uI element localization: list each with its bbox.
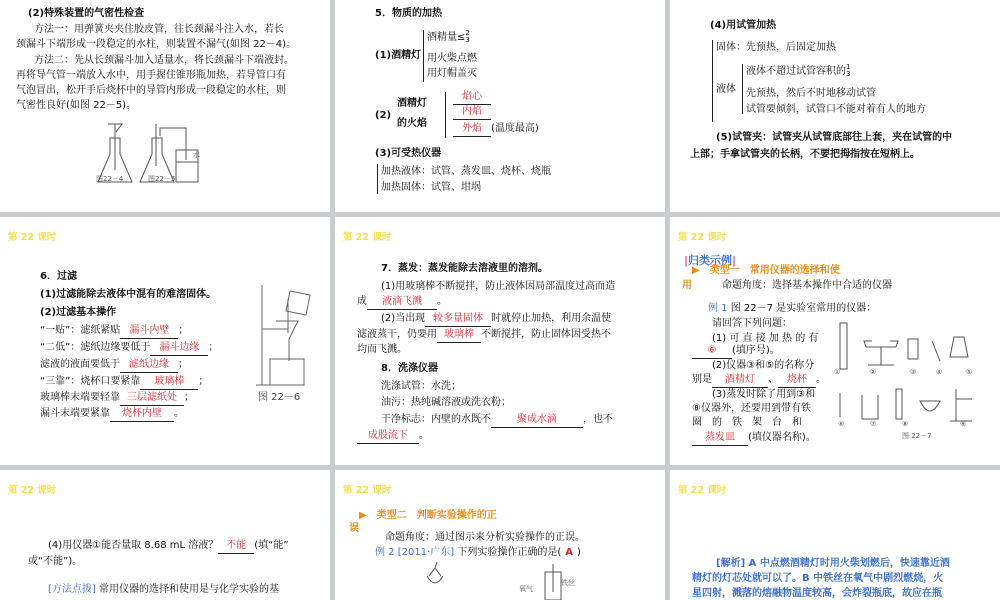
fill-blank-line: ⑥ (填序号)。 bbox=[692, 343, 780, 359]
text-line: 请回答下列问题： bbox=[712, 318, 792, 329]
text-line: 命题角度：通过图示来分析实验操作的正误。 bbox=[385, 532, 585, 543]
type-heading: 用 bbox=[682, 280, 692, 291]
flame-label: 酒精灯 bbox=[397, 98, 427, 109]
list-item: 加热液体：试管、蒸发皿、烧杯、烧瓶 bbox=[381, 166, 551, 177]
text-line: 气泡冒出，松开手后烧杯中的导管内形成一段稳定的水柱，则 bbox=[16, 85, 286, 96]
text-line: 再将导气管一端放入水中，用手握住锥形瓶加热，若导管口有 bbox=[16, 70, 286, 81]
figure-number: ⑧ bbox=[902, 420, 909, 428]
lesson-tag: 第 22 课时 bbox=[343, 485, 392, 496]
text-line: 命题角度：选择基本操作中合适的仪器 bbox=[722, 280, 892, 291]
fill-blank-line: 滤液蒸干，仍要用 玻璃棒 不断搅拌，防止固体因受热不 bbox=[357, 327, 611, 343]
text-line: (5)试管夹：试管夹从试管底部往上套，夹在试管的中 bbox=[716, 132, 953, 143]
figure-number: ⑦ bbox=[870, 420, 877, 428]
text-line: 圈 的 铁 架 台 和 bbox=[692, 417, 802, 428]
slide-heating bbox=[335, 0, 665, 212]
section-title: |归类示例| bbox=[684, 254, 737, 267]
figure-number: ④ bbox=[936, 368, 943, 376]
filtration-illustration bbox=[254, 281, 320, 389]
text-line: 方法一：用弹簧夹夹住胶皮管，往长颈漏斗注入水，若长 bbox=[34, 24, 284, 35]
figure-number: ② bbox=[870, 368, 877, 376]
list-item: 内焰 bbox=[453, 104, 491, 120]
fill-blank-line: “三靠”：烧杯口要紧靠 玻璃棒 ； bbox=[40, 374, 208, 390]
text-line: 例 1 图 22－7 是实验室常用的仪器： bbox=[708, 303, 877, 314]
brace bbox=[445, 92, 446, 138]
figure-number: ③ bbox=[910, 368, 917, 376]
fill-blank-line: (2)当出现 较多量固体 时就停止加热，利用余温使 bbox=[381, 311, 611, 327]
text-line: 或“不能”)。 bbox=[28, 556, 83, 567]
list-item: 固体：先预热，后固定加热 bbox=[716, 42, 836, 53]
heading: 6．过滤 bbox=[40, 271, 77, 282]
fill-blank-line: (4)用仪器①能否量取 8.68 mL 溶液？ 不能 (填“能” bbox=[48, 538, 289, 554]
type-heading: ▶ 类型二 判断实验操作的正 bbox=[359, 510, 497, 521]
type-heading: 误 bbox=[349, 523, 359, 534]
heading: 8．洗涤仪器 bbox=[381, 363, 438, 374]
list-item: 酒精量≤2 3 bbox=[427, 29, 470, 44]
text-line: 均而飞溅。 bbox=[357, 344, 407, 355]
list-item: 加热固体：试管、坩埚 bbox=[381, 182, 481, 193]
fill-blank-line: “一贴”：滤纸紧贴 漏斗内壁 ； bbox=[40, 323, 188, 339]
text-line: 洗涤试管：水洗； bbox=[381, 381, 461, 392]
figure-caption: 图 22－7 bbox=[902, 432, 932, 440]
brace bbox=[377, 164, 378, 194]
text-line: 上部；手拿试管夹的长柄，不要把拇指按在短柄上。 bbox=[690, 149, 920, 160]
text-line: 方法二：先从长颈漏斗加入适量水，将长颈漏斗下端液封。 bbox=[34, 55, 294, 66]
list-item: 试管要倾斜，试管口不能对着有人的地方 bbox=[746, 104, 926, 115]
list-item: 液体不超过试管容积的1 3 bbox=[746, 63, 851, 78]
text-line: [方法点拨] 常用仪器的选择和使用是与化学实验的基 bbox=[48, 584, 279, 595]
slide-evaporation bbox=[335, 217, 665, 465]
brace bbox=[423, 30, 424, 82]
text-line: 颈漏斗下端形成一段稳定的水柱，则装置不漏气(如图 22－4)。 bbox=[16, 39, 297, 50]
heading: (4)用试管加热 bbox=[710, 20, 777, 31]
slide-example-2 bbox=[335, 470, 665, 600]
lamp-label: (1)酒精灯 bbox=[375, 50, 422, 61]
fill-blank-line: 滤液的液面要低于 滤纸边缘 ； bbox=[40, 357, 188, 373]
fill-blank-line: 干净标志：内壁的水既不 聚成水滴 ，也不 bbox=[381, 412, 613, 428]
iron-wire-label: 铁丝 bbox=[561, 579, 575, 587]
figure-caption: 图22－5 bbox=[148, 175, 176, 183]
fill-blank-line: “二低”：滤纸边缘要低于 漏斗边缘 ； bbox=[40, 340, 218, 356]
figure-number: ⑤ bbox=[966, 368, 973, 376]
heading: 5．物质的加热 bbox=[375, 8, 442, 19]
type-heading: ▶ 类型一 常用仪器的选择和使 bbox=[692, 265, 840, 276]
flame-label: 的火焰 bbox=[397, 118, 427, 129]
figure-caption: 图 22－6 bbox=[258, 392, 301, 403]
text-line: 星四射，溅落的熔融物温度较高，会炸裂瓶底，故应在瓶 bbox=[692, 588, 942, 599]
vessel-heading: (3)可受热仪器 bbox=[375, 148, 442, 159]
text-line: [解析] A 中点燃酒精灯时用火柴划燃后，快速靠近酒 bbox=[716, 558, 950, 569]
text-line: 例 2 [2011·广东] 下列实验操作正确的是( A ) bbox=[375, 547, 581, 558]
slide-airtightness bbox=[0, 0, 330, 212]
slide-test-tube-heating bbox=[670, 0, 1000, 212]
slide-analysis bbox=[670, 470, 1000, 600]
text-line: 油污：热纯碱溶液或洗衣粉； bbox=[381, 397, 511, 408]
text-line: 气密性良好(如图 22－5)。 bbox=[16, 100, 137, 111]
slide-example-1 bbox=[670, 217, 1000, 465]
text-line: (1)过滤能除去液体中混有的难溶固体。 bbox=[40, 289, 217, 300]
oxygen-label: 氧气 bbox=[519, 585, 533, 593]
fill-blank-line: 别是 酒精灯 、 烧杯 。 bbox=[692, 372, 826, 388]
figure-caption: 图22－4 bbox=[96, 175, 124, 183]
text-line: (2)过滤基本操作 bbox=[40, 307, 117, 318]
lesson-tag: 第 22 课时 bbox=[8, 485, 57, 496]
list-item: 外焰 (温度最高) bbox=[453, 121, 539, 137]
text-line: 精灯的灯芯处就可以了。B 中铁丝在氧气中剧烈燃烧，火 bbox=[692, 573, 944, 584]
liquid-label: 液体 bbox=[716, 84, 736, 95]
slide-filtration bbox=[0, 217, 330, 465]
flame-number: (2) bbox=[375, 110, 392, 121]
lesson-tag: 第 22 课时 bbox=[8, 232, 57, 243]
figure-number: ① bbox=[834, 368, 841, 376]
slide-example-1-cont bbox=[0, 470, 330, 600]
list-item: 用火柴点燃 bbox=[427, 53, 477, 64]
text-line: (1)用玻璃棒不断搅拌，防止液体因局部温度过高而造 bbox=[381, 281, 616, 292]
list-item: 用灯帽盖灭 bbox=[427, 68, 477, 79]
fill-blank-line: 漏斗末端要紧靠 烧杯内壁 。 bbox=[40, 406, 184, 422]
water-label: 水 bbox=[193, 151, 200, 159]
fill-blank-line: 玻璃棒末端要轻靠 三层滤纸处 ； bbox=[40, 390, 194, 406]
brace bbox=[742, 64, 743, 114]
fill-blank-line: 成股流下 。 bbox=[357, 428, 429, 444]
text-line: ⑧仪器外，还要用到带有铁 bbox=[692, 403, 811, 414]
heading: 7．蒸发：蒸发能除去溶液里的溶剂。 bbox=[381, 263, 548, 274]
heading: (2)特殊装置的气密性检查 bbox=[28, 8, 145, 19]
fill-blank-line: 成 液滴飞溅 。 bbox=[357, 294, 447, 310]
figure-number: ⑥ bbox=[838, 420, 845, 428]
lesson-tag: 第 22 课时 bbox=[343, 232, 392, 243]
lesson-tag: 第 22 课时 bbox=[678, 232, 727, 243]
brace bbox=[712, 40, 713, 122]
text-line: (1) 可 直 接 加 热 的 有 bbox=[712, 333, 819, 344]
text-line: (2)仪器③和⑤的名称分 bbox=[712, 360, 815, 371]
lesson-tag: 第 22 课时 bbox=[678, 485, 727, 496]
list-item: 焰心 bbox=[453, 89, 491, 105]
fill-blank-line: 蒸发皿 (填仪器名称)。 bbox=[692, 430, 816, 446]
text-line: (3)蒸发时除了用到③和 bbox=[712, 389, 816, 400]
figure-number: ⑨ bbox=[960, 420, 967, 428]
list-item: 先预热，然后不时地移动试管 bbox=[746, 88, 876, 99]
